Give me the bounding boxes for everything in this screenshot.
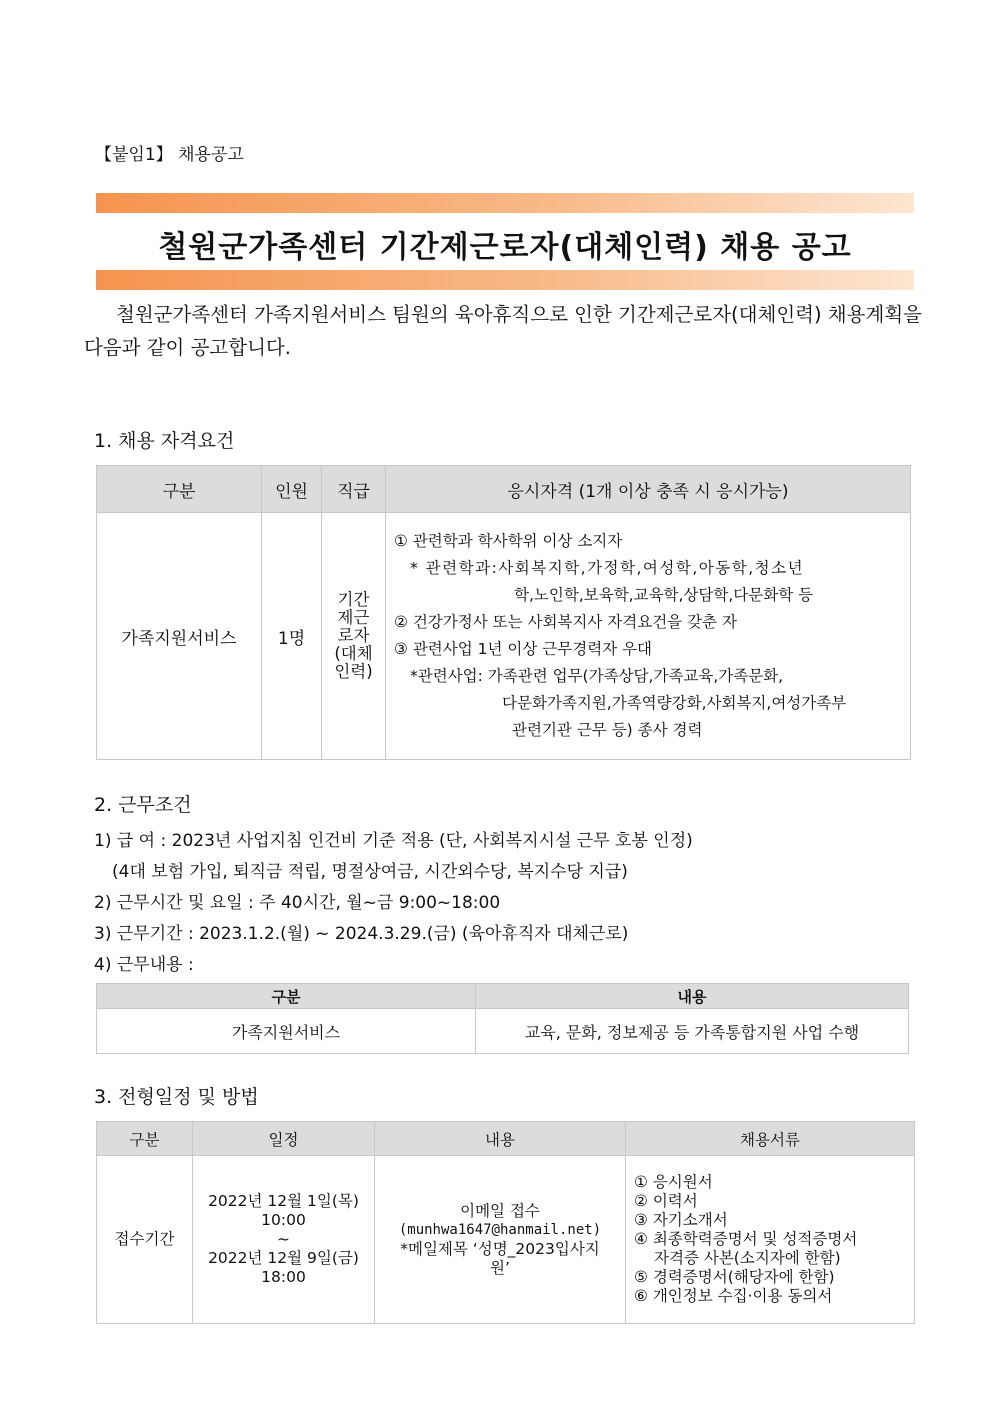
- schedule-content-cell: 이메일 접수 (munhwa1647@hanmail.net) *메일제목 ‘성명_2023입사지 원’: [375, 1156, 626, 1324]
- count-cell: 1명: [262, 513, 322, 760]
- qual-line: * 관련학과:사회복지학,가정학,여성학,아동학,청소년: [410, 559, 805, 577]
- title-top-bar: [96, 193, 914, 213]
- attachment-label: 【붙임1】 채용공고: [95, 145, 244, 165]
- intro-paragraph: 철원군가족센터 가족지원서비스 팀원의 육아휴직으로 인한 기간제근로자(대체인력) 채용계획을 다음과 같이 공고합니다.: [84, 303, 922, 359]
- grade-cell: 기간 제근 로자 (대체 인력): [322, 513, 386, 760]
- qual-line: ② 건강가정사 또는 사회복지사 자격요건을 갖춘 자: [394, 613, 737, 631]
- qual-line: 학,노인학,보육학,교육학,상담학,다문화학 등: [514, 586, 814, 604]
- qual-line: *관련사업: 가족관련 업무(가족상담,가족교육,가족문화,: [410, 667, 784, 685]
- category-cell: 가족지원서비스: [97, 513, 262, 760]
- qualification-table: [96, 465, 911, 760]
- qualification-cell: [386, 513, 911, 760]
- document-item: ② 이력서: [634, 1192, 698, 1210]
- duty-header-category: 구분: [97, 984, 476, 1009]
- col-header-category: 구분: [97, 466, 262, 513]
- condition-salary: 1) 급 여 : 2023년 사업지침 인건비 기준 적용 (단, 사회복지시설 근무 호봉 인정): [94, 831, 693, 851]
- col-header-grade: 직급: [322, 466, 386, 513]
- condition-duty-label: 4) 근무내용 :: [94, 955, 194, 975]
- duty-header-content: 내용: [476, 984, 909, 1009]
- section1-heading: 1. 채용 자격요건: [94, 430, 235, 452]
- document-item: ⑤ 경력증명서(해당자에 한함): [634, 1268, 835, 1286]
- document-item: 자격증 사본(소지자에 한함): [654, 1249, 841, 1267]
- schedule-category-cell: 접수기간: [97, 1156, 193, 1324]
- col-header-count: 인원: [262, 466, 322, 513]
- page-title: 철원군가족센터 기간제근로자(대체인력) 채용 공고: [158, 230, 852, 265]
- title-bottom-bar: [96, 270, 914, 290]
- document-item: ⑥ 개인정보 수집·이용 동의서: [634, 1287, 833, 1305]
- schedule-table: [96, 1121, 915, 1324]
- section2-heading: 2. 근무조건: [94, 794, 192, 816]
- col-header-qualification: 응시자격 (1개 이상 충족 시 응시가능): [386, 466, 911, 513]
- section3-heading: 3. 전형일정 및 방법: [94, 1086, 259, 1108]
- condition-period: 3) 근무기간 : 2023.1.2.(월) ~ 2024.3.29.(금) (육아휴직자 대체근로): [94, 924, 629, 944]
- document-item: ④ 최종학력증명서 및 성적증명서: [634, 1230, 858, 1248]
- duty-content-cell: 교육, 문화, 정보제공 등 가족통합지원 사업 수행: [476, 1009, 909, 1054]
- document-item: ③ 자기소개서: [634, 1211, 728, 1229]
- schedule-header-category: 구분: [97, 1122, 193, 1156]
- document-item: ① 응시원서: [634, 1173, 713, 1191]
- condition-benefits: (4대 보험 가입, 퇴직금 적립, 명절상여금, 시간외수당, 복지수당 지급): [112, 862, 628, 882]
- schedule-header-documents: 채용서류: [626, 1122, 915, 1156]
- schedule-date-cell: 2022년 12월 1일(목) 10:00 ~ 2022년 12월 9일(금) 18:00: [193, 1156, 375, 1324]
- duty-category-cell: 가족지원서비스: [97, 1009, 476, 1054]
- schedule-header-content: 내용: [375, 1122, 626, 1156]
- qual-line: ① 관련학과 학사학위 이상 소지자: [394, 532, 623, 550]
- schedule-documents-cell: [626, 1156, 915, 1324]
- duty-table: [96, 983, 909, 1054]
- qual-line: ③ 관련사업 1년 이상 근무경력자 우대: [394, 640, 653, 658]
- schedule-header-date: 일정: [193, 1122, 375, 1156]
- email-address: (munhwa1647@hanmail.net): [398, 1221, 602, 1238]
- condition-hours: 2) 근무시간 및 요일 : 주 40시간, 월~금 9:00~18:00: [94, 893, 501, 913]
- qual-line: 다문화가족지원,가족역량강화,사회복지,여성가족부: [502, 694, 847, 712]
- qual-line: 관련기관 근무 등) 종사 경력: [512, 721, 703, 739]
